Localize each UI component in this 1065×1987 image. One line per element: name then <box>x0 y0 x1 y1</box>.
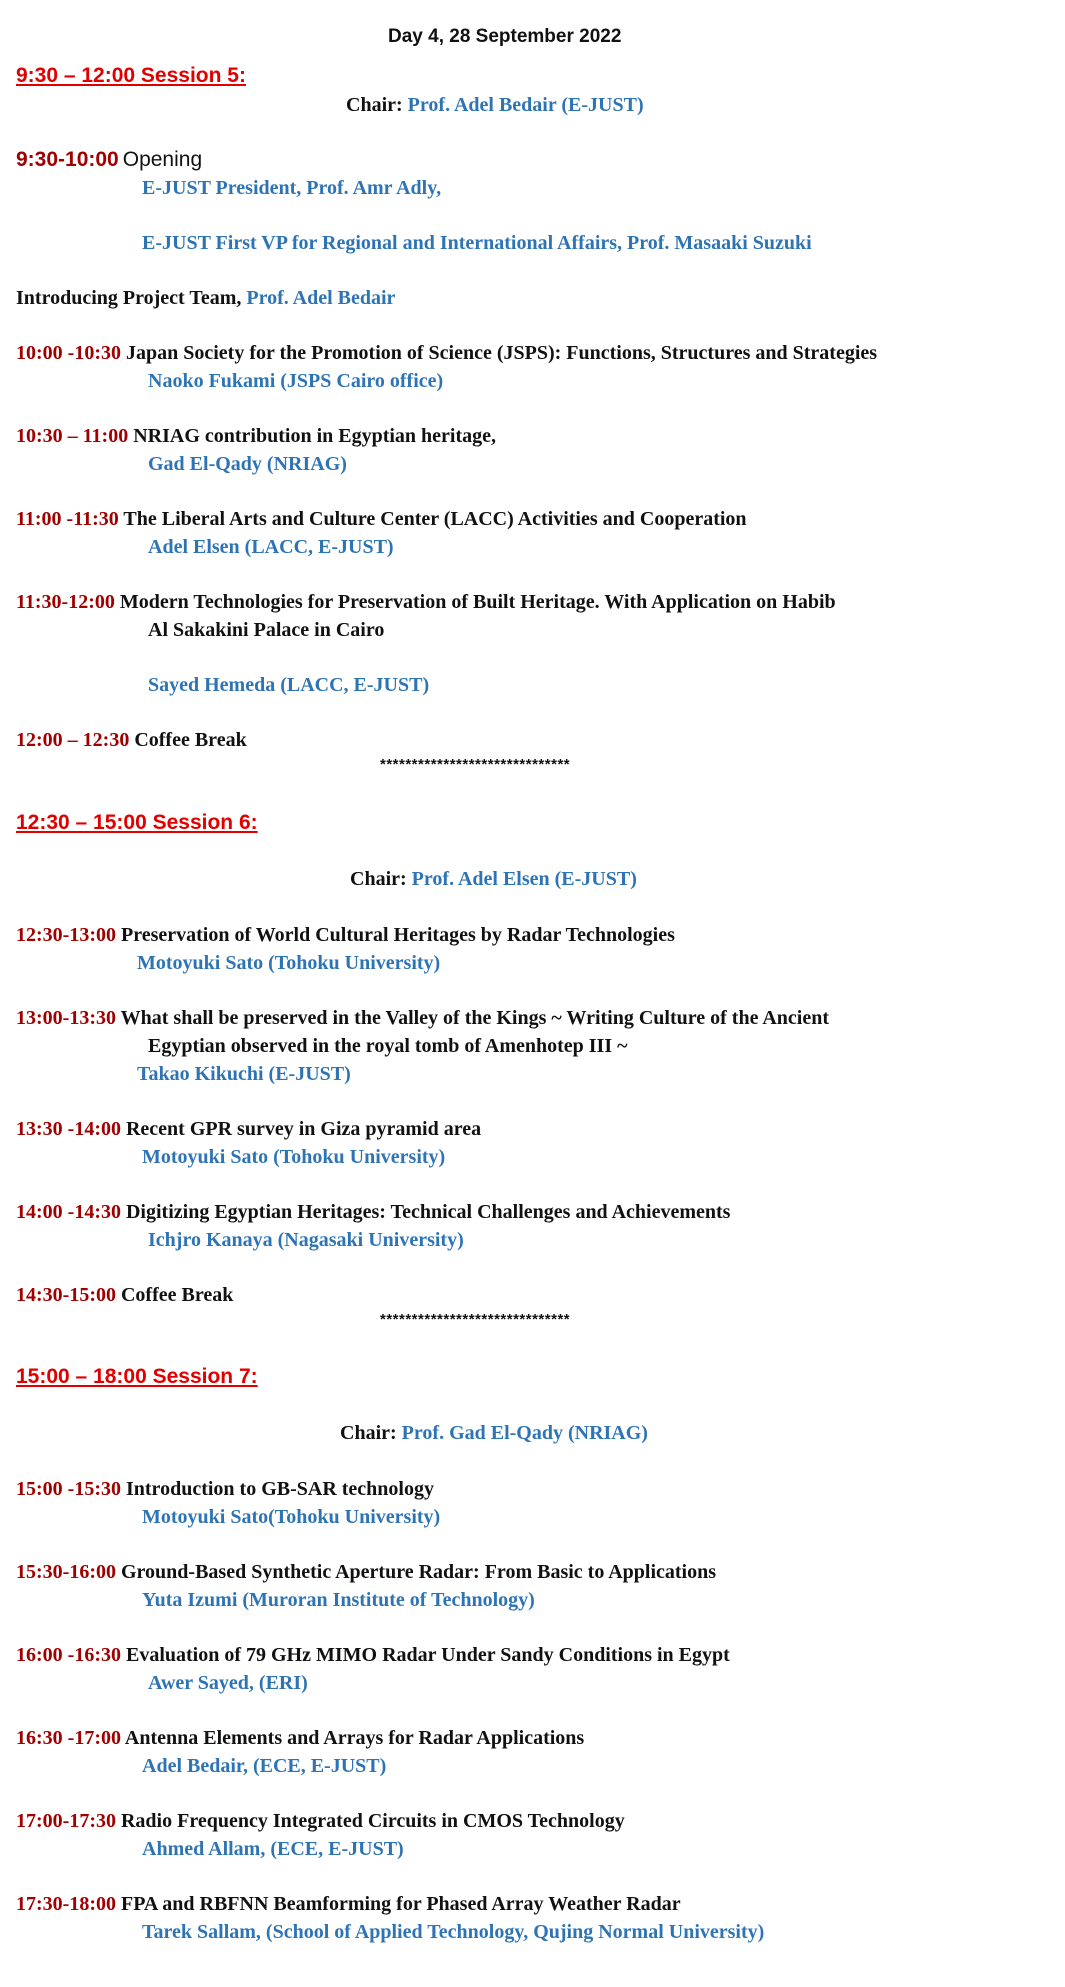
talk-row <box>16 1478 434 1501</box>
intro-row <box>16 287 395 310</box>
chair-label: Chair: <box>340 1422 397 1444</box>
talk-title-continued: Al Sakakini Palace in Cairo <box>148 619 385 641</box>
talk-speaker: Sayed Hemeda (LACC, E-JUST) <box>148 674 430 696</box>
talk-speaker: Naoko Fukami (JSPS Cairo office) <box>148 370 444 392</box>
chair-label: Chair: <box>346 94 403 116</box>
talk-row <box>16 1118 481 1141</box>
talk-title: Modern Technologies for Preservation of Built Heritage. With Application on Habib <box>119 591 836 613</box>
talk-title: Antenna Elements and Arrays for Radar Applications <box>124 1727 585 1749</box>
talk-speaker: Yuta Izumi (Muroran Institute of Technology) <box>142 1589 535 1611</box>
talk-speaker: Gad El-Qady (NRIAG) <box>148 453 347 475</box>
talk-title: Digitizing Egyptian Heritages: Technical Challenges and Achievements <box>125 1201 731 1223</box>
talk-speaker: Awer Sayed, (ERI) <box>148 1672 308 1694</box>
session-7-chair <box>340 1422 648 1445</box>
talk-time: 13:00-13:30 <box>16 1007 116 1029</box>
talk-row <box>16 508 747 531</box>
talk-row <box>16 591 836 614</box>
opening-label: Opening <box>122 148 203 171</box>
chair-name: Prof. Adel Elsen (E-JUST) <box>411 868 637 890</box>
talk-row <box>16 1007 829 1030</box>
talk-title-continued: Egyptian observed in the royal tomb of Amenhotep III ~ <box>148 1035 628 1057</box>
session-6-chair <box>350 868 637 891</box>
talk-time: 15:30-16:00 <box>16 1561 116 1583</box>
separator-stars: ****************************** <box>380 1311 571 1328</box>
chair-label: Chair: <box>350 868 407 890</box>
talk-speaker: Motoyuki Sato(Tohoku University) <box>142 1506 441 1528</box>
opening-time: 9:30-10:00 <box>16 148 119 171</box>
talk-title: Recent GPR survey in Giza pyramid area <box>125 1118 482 1140</box>
talk-time: 15:00 -15:30 <box>16 1478 121 1500</box>
coffee-break-row <box>16 1284 233 1307</box>
talk-row <box>16 1893 681 1916</box>
talk-row <box>16 425 496 448</box>
break-label: Coffee Break <box>134 729 247 751</box>
talk-title: FPA and RBFNN Beamforming for Phased Array Weather Radar <box>120 1893 681 1915</box>
talk-speaker: Adel Bedair, (ECE, E-JUST) <box>142 1755 387 1777</box>
talk-speaker: Adel Elsen (LACC, E-JUST) <box>148 536 394 558</box>
chair-name: Prof. Gad El-Qady (NRIAG) <box>401 1422 648 1444</box>
session-5-chair <box>346 94 644 117</box>
coffee-break-row <box>16 729 247 752</box>
talk-title: Radio Frequency Integrated Circuits in CMOS Technology <box>120 1810 625 1832</box>
talk-speaker: Tarek Sallam, (School of Applied Technology, Qujing Normal University) <box>142 1921 765 1943</box>
talk-time: 17:00-17:30 <box>16 1810 116 1832</box>
talk-time: 11:00 -11:30 <box>16 508 119 530</box>
talk-time: 14:00 -14:30 <box>16 1201 121 1223</box>
break-time: 12:00 – 12:30 <box>16 729 130 751</box>
talk-speaker: Ichjro Kanaya (Nagasaki University) <box>148 1229 464 1251</box>
opening-row <box>16 148 202 172</box>
session-5-heading: 9:30 – 12:00 Session 5: <box>16 64 246 87</box>
talk-row <box>16 1201 730 1224</box>
break-label: Coffee Break <box>120 1284 234 1306</box>
talk-speaker: Motoyuki Sato (Tohoku University) <box>137 952 441 974</box>
separator-stars: ****************************** <box>380 756 571 773</box>
talk-title: What shall be preserved in the Valley of the Kings ~ Writing Culture of the Ancient <box>120 1007 830 1029</box>
opening-speaker-2: E-JUST First VP for Regional and International Affairs, Prof. Masaaki Suzuki <box>142 232 812 254</box>
talk-time: 13:30 -14:00 <box>16 1118 121 1140</box>
talk-time: 10:00 -10:30 <box>16 342 121 364</box>
talk-time: 10:30 – 11:00 <box>16 425 129 447</box>
intro-name: Prof. Adel Bedair <box>246 287 396 309</box>
talk-row <box>16 342 877 365</box>
talk-speaker: Takao Kikuchi (E-JUST) <box>137 1063 351 1085</box>
talk-time: 16:00 -16:30 <box>16 1644 121 1666</box>
talk-row <box>16 1727 584 1750</box>
talk-title: Ground-Based Synthetic Aperture Radar: From Basic to Applications <box>120 1561 717 1583</box>
opening-speaker-1: E-JUST President, Prof. Amr Adly, <box>142 177 442 199</box>
talk-title: Evaluation of 79 GHz MIMO Radar Under Sandy Conditions in Egypt <box>125 1644 730 1666</box>
talk-speaker: Motoyuki Sato (Tohoku University) <box>142 1146 446 1168</box>
session-7-heading: 15:00 – 18:00 Session 7: <box>16 1365 258 1388</box>
talk-row <box>16 1810 625 1833</box>
talk-row <box>16 924 675 947</box>
talk-title: NRIAG contribution in Egyptian heritage, <box>133 425 497 447</box>
talk-title: Japan Society for the Promotion of Science (JSPS): Functions, Structures and Strategies <box>125 342 878 364</box>
talk-time: 11:30-12:00 <box>16 591 115 613</box>
talk-row <box>16 1561 716 1584</box>
talk-title: Introduction to GB-SAR technology <box>125 1478 434 1500</box>
session-6-heading: 12:30 – 15:00 Session 6: <box>16 811 258 834</box>
talk-speaker: Ahmed Allam, (ECE, E-JUST) <box>142 1838 404 1860</box>
chair-name: Prof. Adel Bedair (E-JUST) <box>407 94 644 116</box>
talk-row <box>16 1644 730 1667</box>
talk-title: Preservation of World Cultural Heritages by Radar Technologies <box>120 924 675 946</box>
talk-time: 12:30-13:00 <box>16 924 116 946</box>
talk-time: 17:30-18:00 <box>16 1893 116 1915</box>
break-time: 14:30-15:00 <box>16 1284 116 1306</box>
talk-time: 16:30 -17:00 <box>16 1727 121 1749</box>
talk-title: The Liberal Arts and Culture Center (LACC) Activities and Cooperation <box>123 508 747 530</box>
page-title: Day 4, 28 September 2022 <box>388 26 622 47</box>
intro-label: Introducing Project Team, <box>16 287 242 309</box>
